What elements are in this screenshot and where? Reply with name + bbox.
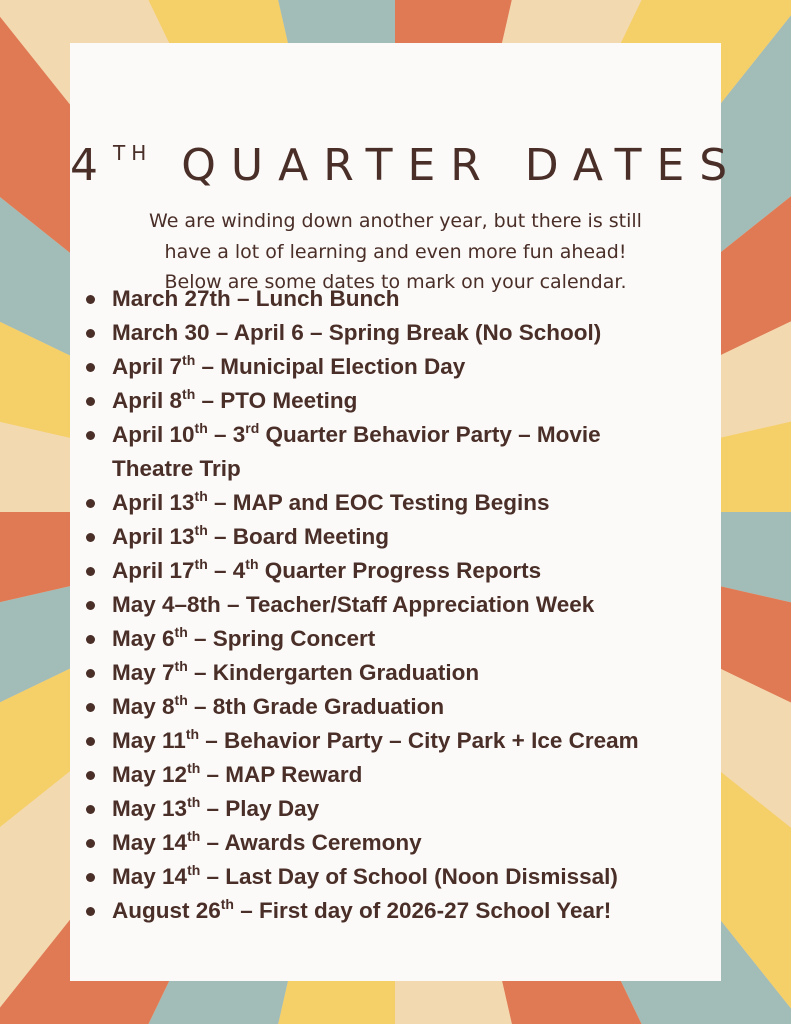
event-text-segment: Theatre Trip — [112, 456, 241, 481]
ordinal-suffix: th — [245, 556, 259, 572]
ordinal-suffix: th — [185, 726, 200, 742]
ordinal-suffix: rd — [245, 420, 260, 436]
event-text-segment: May 8 — [112, 694, 175, 719]
list-item — [83, 384, 639, 418]
event-text: May 4–8th – Teacher/Staff Appreciation Week — [112, 592, 595, 617]
event-text-segment: May 7 — [112, 660, 175, 685]
ordinal-suffix: th — [187, 760, 201, 776]
list-item — [83, 350, 639, 384]
event-text-segment: August 26 — [112, 898, 221, 923]
event-text-segment: Quarter Behavior Party – Movie — [259, 422, 601, 447]
event-text-segment: – Kindergarten Graduation — [187, 660, 480, 685]
title-number: 4 — [70, 140, 113, 191]
event-text-segment: – First day of 2026-27 School Year! — [233, 898, 612, 923]
list-item — [83, 554, 639, 588]
list-item — [83, 690, 639, 724]
list-item — [83, 486, 639, 520]
event-text-segment: April 7 — [112, 354, 183, 379]
list-item — [83, 860, 639, 894]
event-text-segment: – Behavior Party – City Park + Ice Cream — [199, 728, 639, 753]
event-text-segment: April 8 — [112, 388, 183, 413]
event-text-segment: May 13 — [112, 796, 188, 821]
event-text-segment: May 14 — [112, 830, 188, 855]
list-item — [83, 826, 639, 860]
list-item — [83, 316, 639, 350]
ordinal-suffix: th — [220, 896, 234, 912]
ordinal-suffix: th — [187, 862, 201, 878]
event-text-segment: May 14 — [112, 864, 188, 889]
ordinal-suffix: th — [194, 522, 208, 538]
list-item — [83, 622, 639, 656]
ordinal-suffix: th — [174, 658, 188, 674]
event-text-segment: April 10 — [112, 422, 195, 447]
intro-line: Below are some dates to mark on your calendar. — [164, 271, 627, 293]
event-text-segment: April 13 — [112, 524, 195, 549]
event-text: March 27th – Lunch Bunch — [112, 286, 400, 311]
event-text-segment: May 11 — [112, 728, 186, 753]
ordinal-suffix: th — [174, 692, 188, 708]
event-text-segment: – MAP and EOC Testing Begins — [207, 490, 550, 515]
event-text-segment: April 13 — [112, 490, 195, 515]
list-item — [83, 724, 639, 758]
event-text-segment: May 6 — [112, 626, 175, 651]
event-text-segment: April 17 — [112, 558, 195, 583]
event-text-segment: – Municipal Election Day — [195, 354, 466, 379]
ordinal-suffix: th — [194, 556, 208, 572]
event-text-segment: – Board Meeting — [207, 524, 390, 549]
ordinal-suffix: th — [194, 488, 208, 504]
event-text-segment: – 3 — [207, 422, 246, 447]
list-item — [83, 588, 639, 622]
ordinal-suffix: th — [182, 352, 196, 368]
ordinal-suffix: th — [194, 420, 208, 436]
event-text-segment: – Spring Concert — [187, 626, 376, 651]
event-text-segment: May 12 — [112, 762, 188, 787]
intro-line: We are winding down another year, but there is still — [149, 210, 642, 232]
list-item — [83, 894, 639, 928]
event-text-segment: – 8th Grade Graduation — [187, 694, 445, 719]
list-item — [83, 792, 639, 826]
event-text-segment: – Last Day of School (Noon Dismissal) — [200, 864, 618, 889]
page-title — [70, 123, 743, 196]
event-text: March 30 – April 6 – Spring Break (No School) — [112, 320, 602, 345]
ordinal-suffix: th — [174, 624, 188, 640]
event-text-segment: – Awards Ceremony — [200, 830, 422, 855]
list-item — [83, 418, 639, 486]
event-text-segment: – PTO Meeting — [195, 388, 358, 413]
list-item — [83, 656, 639, 690]
ordinal-suffix: th — [187, 828, 201, 844]
list-item — [83, 520, 639, 554]
event-text-segment: – MAP Reward — [200, 762, 363, 787]
event-text-segment: – 4 — [207, 558, 246, 583]
event-text-segment: – Play Day — [200, 796, 320, 821]
intro-line: have a lot of learning and even more fun ahead! — [164, 240, 627, 263]
dates-list — [83, 282, 639, 928]
event-text-segment: Quarter Progress Reports — [258, 558, 542, 583]
ordinal-suffix: th — [182, 386, 196, 402]
title-ordinal-suffix: TH — [113, 141, 153, 165]
list-item — [83, 282, 639, 316]
list-item — [83, 758, 639, 792]
title-text: QUARTER DATES — [181, 140, 743, 191]
ordinal-suffix: th — [187, 794, 201, 810]
